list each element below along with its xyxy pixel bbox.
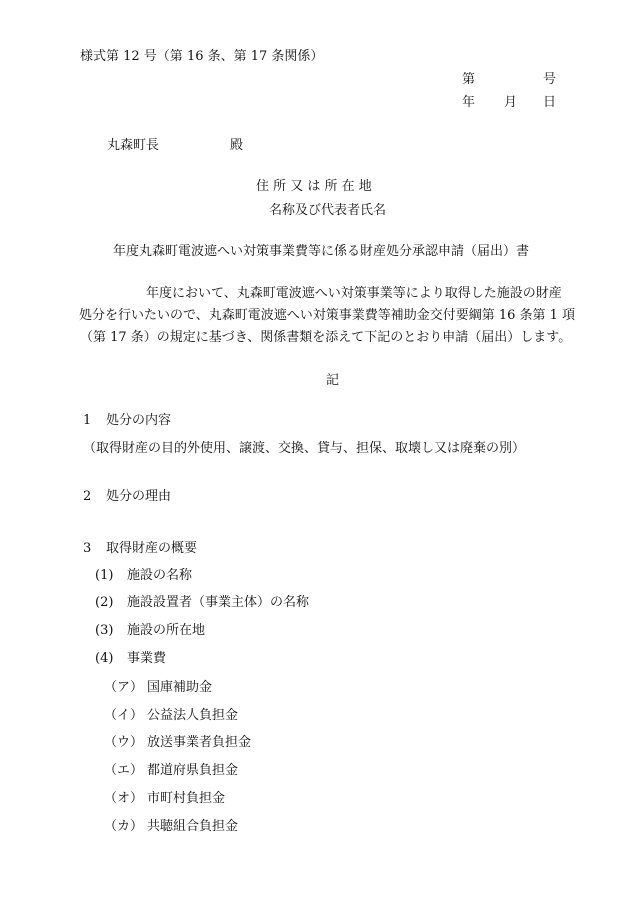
subitem-number: （カ） — [104, 819, 144, 834]
date-month: 月 — [504, 95, 518, 110]
ki-mark: 記 — [326, 373, 340, 388]
date-day: 日 — [543, 95, 557, 110]
subitem-number: （ウ） — [104, 735, 144, 750]
number-prefix: 第 — [462, 72, 476, 87]
addressee-name: 丸森町長 — [107, 138, 160, 153]
section-1-number: 1 — [83, 413, 92, 428]
subitem-number: （ア） — [104, 680, 144, 695]
item-label: 事業費 — [127, 651, 167, 666]
section-3-label: 取得財産の概要 — [106, 541, 198, 556]
section-2-label: 処分の理由 — [106, 489, 172, 504]
body-line-2: 処分を行いたいので、丸森町電波遮へい対策事業費等補助金交付要綱第 16 条第 1 項 — [79, 308, 576, 323]
item-number: (3) — [95, 623, 114, 638]
addressee-honorific: 殿 — [230, 138, 244, 153]
item-label: 施設の所在地 — [127, 623, 206, 638]
form-number: 様式第 12 号（第 16 条、第 17 条関係） — [80, 49, 324, 64]
subitem-number: （イ） — [104, 708, 144, 723]
subitem-number: （オ） — [104, 791, 144, 806]
subitem-label: 国庫補助金 — [147, 680, 213, 695]
section-3-number: 3 — [83, 541, 92, 556]
section-1-note: （取得財産の目的外使用、譲渡、交換、貸与、担保、取壊し又は廃棄の別） — [83, 441, 526, 456]
subitem-label: 市町村負担金 — [147, 791, 226, 806]
body-line-3: （第 17 条）の規定に基づき、関係書類を添えて下記のとおり申請（届出）します。 — [80, 330, 572, 345]
subitem-label: 公益法人負担金 — [147, 708, 239, 723]
applicant-address-label: 住 所 又 は 所 在 地 — [256, 179, 372, 194]
number-suffix: 号 — [543, 72, 557, 87]
section-1-label: 処分の内容 — [106, 413, 172, 428]
item-label: 施設設置者（事業主体）の名称 — [127, 595, 310, 610]
date-year: 年 — [462, 95, 476, 110]
body-line-1: 年度において、丸森町電波遮へい対策事業等により取得した施設の財産 — [146, 286, 562, 301]
item-number: (2) — [95, 595, 114, 610]
item-label: 施設の名称 — [127, 568, 193, 583]
subitem-label: 都道府県負担金 — [147, 763, 239, 778]
item-number: (4) — [95, 651, 114, 666]
section-2-number: 2 — [83, 489, 92, 504]
subitem-number: （エ） — [104, 763, 144, 778]
document-title: 年度丸森町電波遮へい対策事業費等に係る財産処分承認申請（届出）書 — [113, 244, 530, 259]
applicant-name-label: 名称及び代表者氏名 — [269, 203, 387, 218]
subitem-label: 放送事業者負担金 — [147, 735, 252, 750]
item-number: (1) — [95, 568, 114, 583]
subitem-label: 共聴組合負担金 — [147, 819, 239, 834]
